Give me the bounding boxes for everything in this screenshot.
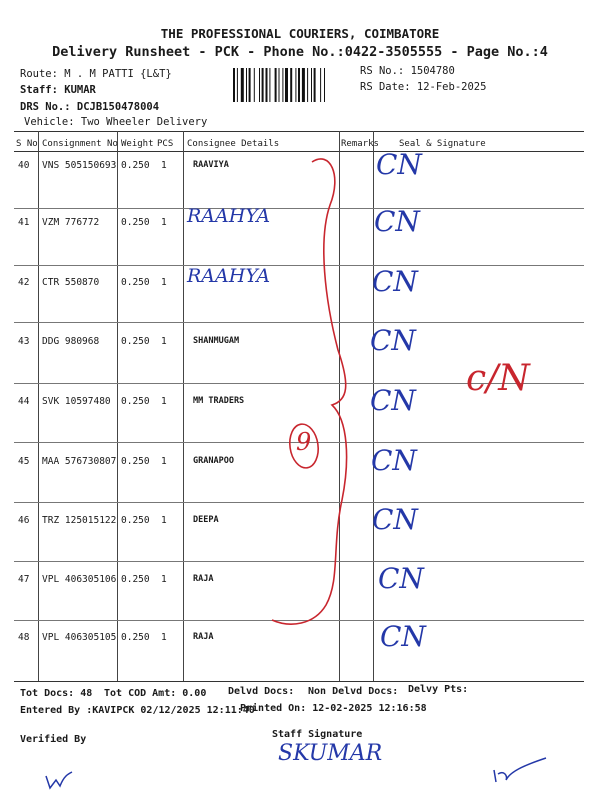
row-consignment-no: MAA 576730807 — [42, 456, 117, 467]
row-consignment-no: VNS 505150693 — [42, 160, 117, 171]
row-seal-signature: CN — [374, 205, 420, 238]
col-header-consignee: Consignee Details — [187, 139, 280, 149]
company-title: THE PROFESSIONAL COURIERS, COIMBATORE — [160, 26, 440, 41]
col-header-remarks: Remarks — [341, 139, 379, 149]
row-seal-signature: CN — [371, 444, 417, 477]
row-consignee: GRANAPOO — [193, 456, 234, 466]
row-pcs: 1 — [161, 396, 167, 407]
row-seal-signature: CN — [376, 148, 422, 181]
row-consignee: RAAVIYA — [193, 160, 229, 170]
runsheet-subtitle: Delivery Runsheet - PCK - Phone No.:0422-3505555 - Page No.:4 — [52, 44, 548, 60]
drs-number: DRS No.: DCJB150478004 — [20, 101, 160, 113]
row-pcs: 1 — [161, 277, 167, 288]
cn-red-annotation: c/N — [466, 358, 530, 399]
row-pcs: 1 — [161, 515, 167, 526]
row-pcs: 1 — [161, 336, 167, 347]
vehicle-label: Vehicle: Two Wheeler Delivery — [24, 116, 208, 128]
rs-number: RS No.: 1504780 — [360, 65, 455, 77]
row-consignee: MM TRADERS — [193, 396, 245, 406]
row-weight: 0.250 — [121, 396, 150, 407]
col-header-consignment: Consignment No — [42, 139, 118, 149]
initials-right-mark — [494, 758, 546, 782]
row-weight: 0.250 — [121, 217, 150, 228]
row-sno: 47 — [18, 574, 30, 585]
row-seal-signature: CN — [372, 503, 418, 536]
row-sno: 42 — [18, 277, 30, 288]
row-handwritten-consignee: RAAHYA — [187, 205, 271, 227]
entered-by: Entered By :KAVIPCK 02/12/2025 12:11:40 — [20, 705, 255, 716]
row-sno: 45 — [18, 456, 30, 467]
row-consignee: SHANMUGAM — [193, 336, 240, 346]
row-seal-signature: CN — [372, 265, 418, 298]
row-pcs: 1 — [161, 456, 167, 467]
total-cod-amount: Tot COD Amt: 0.00 — [104, 688, 207, 699]
row-sno: 43 — [18, 336, 30, 347]
row-pcs: 1 — [161, 574, 167, 585]
initials-left-mark — [46, 772, 72, 788]
row-handwritten-consignee: RAAHYA — [187, 265, 271, 287]
row-pcs: 1 — [161, 160, 167, 171]
row-seal-signature: CN — [380, 620, 426, 653]
row-seal-signature: CN — [378, 562, 424, 595]
row-consignment-no: VPL 406305105 — [42, 632, 117, 643]
row-sno: 40 — [18, 160, 30, 171]
verified-by-label: Verified By — [20, 734, 87, 745]
row-consignment-no: VZM 776772 — [42, 217, 100, 228]
staff-signature-label: Staff Signature — [272, 729, 363, 740]
row-seal-signature: CN — [370, 384, 416, 417]
row-consignment-no: DDG 980968 — [42, 336, 100, 347]
row-pcs: 1 — [161, 217, 167, 228]
row-consignment-no: SVK 10597480 — [42, 396, 111, 407]
delivery-points: Delvy Pts: — [408, 684, 469, 695]
staff-signature: SKUMAR — [278, 741, 383, 766]
row-seal-signature: CN — [370, 324, 416, 357]
row-sno: 41 — [18, 217, 30, 228]
row-consignment-no: CTR 550870 — [42, 277, 100, 288]
rs-date: RS Date: 12-Feb-2025 — [360, 81, 487, 93]
row-consignment-no: TRZ 125015122 — [42, 515, 117, 526]
route-label: Route: M . M PATTI {L&T} — [20, 68, 172, 80]
col-header-pcs: PCS — [157, 139, 174, 149]
row-sno: 44 — [18, 396, 30, 407]
row-consignee: DEEPA — [193, 515, 219, 525]
delivered-docs: Delvd Docs: — [228, 686, 295, 697]
printed-on: Printed On: 12-02-2025 12:16:58 — [240, 703, 427, 714]
non-delivered-docs: Non Delvd Docs: — [308, 686, 399, 697]
row-consignee: RAJA — [193, 632, 214, 642]
row-weight: 0.250 — [121, 160, 150, 171]
row-pcs: 1 — [161, 632, 167, 643]
staff-label: Staff: KUMAR — [20, 84, 96, 96]
row-sno: 46 — [18, 515, 30, 526]
row-weight: 0.250 — [121, 456, 150, 467]
count-annotation: 9 — [296, 428, 312, 456]
row-weight: 0.250 — [121, 336, 150, 347]
total-docs: Tot Docs: 48 — [20, 688, 93, 699]
col-header-weight: Weight — [121, 139, 154, 149]
row-sno: 48 — [18, 632, 30, 643]
row-consignment-no: VPL 406305106 — [42, 574, 117, 585]
row-weight: 0.250 — [121, 277, 150, 288]
row-weight: 0.250 — [121, 574, 150, 585]
row-weight: 0.250 — [121, 515, 150, 526]
row-weight: 0.250 — [121, 632, 150, 643]
col-header-sno: S No — [16, 139, 38, 149]
row-consignee: RAJA — [193, 574, 214, 584]
col-header-seal: Seal & Signature — [399, 139, 486, 149]
